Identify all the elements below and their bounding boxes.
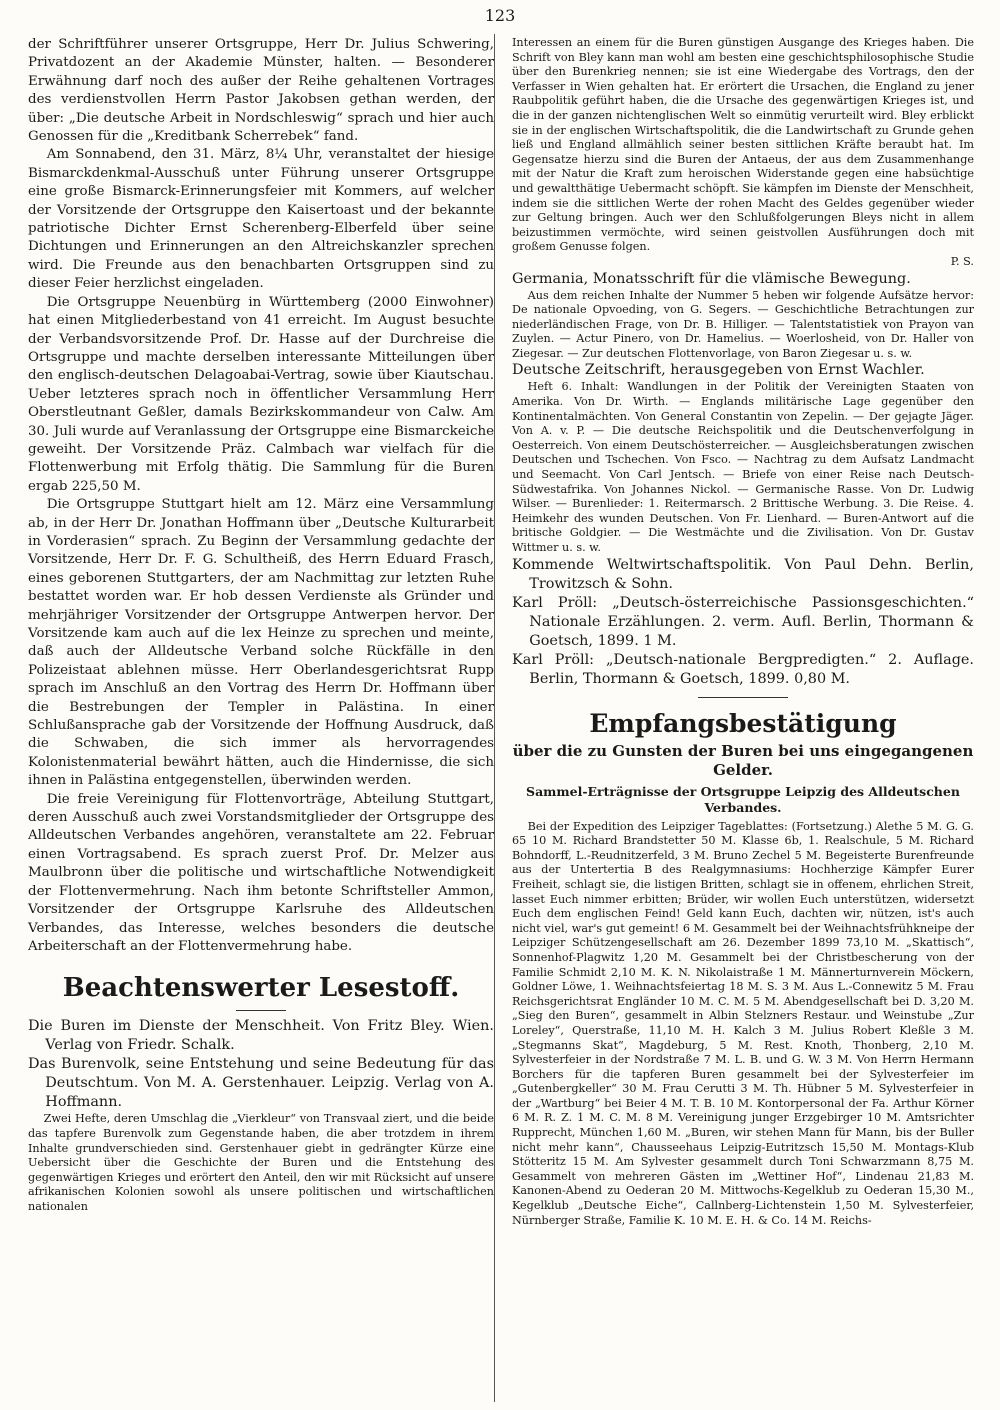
donations-list: Bei der Expedition des Leipziger Tageblattes: (Fortsetzung.) Alethe 5 M. G. G. 65 10 M. Richard Brandstetter 50 M. Klasse 6b, 1. Realschule, 5 M. Richard Bohndorff, L.-Reudnitzerfeld, 3 M. Bruno Zechel 5 M. Begeisterte Burenfreunde aus der Untertertia B des Realgymnasiums: Hochherzige Kämpfer Eurer Freiheit, schlagt sie, die listigen Britten, schlagt sie in offenem, ehrlichen Streit, lasset Euch nimmer erbitten; Brüder, wir wollen Euch unterstützen, widersetzt Euch dem englischen Feind! Geld kann Euch, dachten wir, nützen, ist's auch nicht viel, war's gut gemeint! 6 M. Gesammelt bei der Weihnachtsfrühkneipe der Leipziger Schützengesellschaft am 26. Dezember 1899 73,10 M. „Skattisch“, Sonnenhof-Plagwitz 1,20 M. Gesammelt bei der Christbescherung von der Familie Schmidt 2,10 M. K. N. Nikolaistraße 1 M. Männerturnverein Möckern, Goldner Löwe, 1. Weihnachtsfeiertag 18 M. S. 3 M. Aus L.-Connewitz 5 M. Frau Reichsgerichtsrat Engländer 10 M. C. M. 5 M. Abendgesellschaft bei D. 3,20 M. „Sieg den Buren“, gesammelt in Albin Stelzners Restaur. und Weinstube „Zur Loreley“, Querstraße, 11,10 M. H. Kalch 3 M. Julius Robert Kleßle 3 M. „Stegmanns Skat“, Magdeburg, 5 M. Rest. Knoth, Thonberg, 2,10 M. Sylvesterfeier in der Nordstraße 7 M. L. B. und G. W. 3 M. Von Herrn Hermann Borchers für die tapferen Buren gesammelt bei der Sylvesterfeier im „Gutenbergkeller“ 30 M. Frau Cerutti 3 M. Th. Hübner 5 M. Sylvesterfeier in der „Wartburg“ bei Beier 4 M. T. B. 10 M. Kontorpersonal der Fa. Arthur Körner 6 M. R. Z. 1 M. C. M. 8 M. Vereinigung junger Erzgebirger 10 M. Amtsrichter Rupprecht, München 1,60 M. „Buren, wir stehen Mann für Mann, bis der Buller nicht mehr kann“, Chausseehaus Leipzig-Eutritzsch 15,50 M. Montags-Klub Stötteritz 15 M. Am Sylvester gesammelt durch Toni Schwarzmann 8,75 M. Gesammelt von mehreren Gästen im „Wettiner Hof“, Lindenau 21,83 M. Kanonen-Abend zu Oederan 20 M. Mittwochs-Kegelklub zu Oederan 15,30 M., Kegelklub „Deutsche Eiche“, Callnberg-Lichtenstein 1,50 M. Sylvesterfeier, Nürnberger Straße, Familie K. 10 M. E. H. & Co. 14 M. Reichs- bbox=[512, 819, 974, 1227]
review-continued: Interessen an einem für die Buren günstigen Ausgange des Krieges haben. Die Schrift von Bley kann man wohl am besten eine geschichtsphilosophische Studie über den Burenkrieg nennen; sie ist eine Wiedergabe des Vortrags, den der Verfasser in Wien gehalten hat. Er erörtert die Ursachen, die England zu jener Raubpolitik geführt haben, die die Ursache des gegenwärtigen Krieges ist, und die in der ganzen nichtenglischen Welt so einmütig verurteilt wird. Bley erblickt sie in der englischen Wirtschaftspolitik, die die Landwirtschaft zu Grunde gehen ließ und England allmählich seiner besten sittlichen Kräfte beraubt hat. Im Gegensatze hierzu sind die Buren der Antaeus, der aus dem Zusammenhange mit der Natur die Kraft zum heroischen Widerstande gegen eine habsüchtige und gewaltthätige Uebermacht schöpft. Sie kämpfen im Dienste der Menschheit, indem sie die sittlichen Werte der rohen Macht des Geldes gegenüber wieder zur Geltung bringen. Auch wer den Schlußfolgerungen Bleys nicht in allem beizustimmen vermöchte, wird seinen geistvollen Ausführungen doch mit großem Genusse folgen. bbox=[512, 36, 974, 254]
right-column bbox=[512, 36, 974, 1228]
section-heading-empfang: Empfangsbestätigung bbox=[589, 708, 897, 738]
section-rule bbox=[698, 697, 788, 698]
heading-rule bbox=[236, 1010, 286, 1011]
paragraph: Die Ortsgruppe Neuenbürg in Württemberg (2000 Einwohner) hat einen Mitgliederbestand von 41 erreicht. Im August besuchte der Verbandsvorsitzende Prof. Dr. Hasse auf der Durchreise die Ortsgruppe und machte derselben interessante Mitteilungen über den englisch-deutschen Delagoabai-Vertrag, sowie über Kiautschau. Ueber letzteres sprach noch in öffentlicher Versammlung Herr Oberstleutnant Geßler, damals Bezirkskommandeur von Calw. Am 30. Juli wurde auf Veranlassung der Ortsgruppe eine Bismarckeiche geweiht. Der Vorsitzende Präz. Calmbach war vielfach für die Flottenwerbung mit Erfolg thätig. Die Sammlung für die Buren ergab 225,50 M. bbox=[28, 294, 494, 494]
periodical-contents: Heft 6. Inhalt: Wandlungen in der Politik der Vereinigten Staaten von Amerika. Von Dr. Wirth. — Englands militärische Lage gegenüber den Kontinentalmächten. Von General Constantin von Zepelin. — Der gejagte Jäger. Von A. v. P. — Die deutsche Reichspolitik und die Deutschenverfolgung in Oesterreich. Von einem Deutschösterreicher. — Ausgleichsberatungen zwischen Deutschen und Tschechen. Von Fsco. — Nachtrag zu dem Aufsatz Landmacht und Seemacht. Von Carl Jentsch. — Briefe von einer Reise nach Deutsch-Südwestafrika. Von Johannes Nickol. — Germanische Rasse. Von Dr. Ludwig Wilser. — Burenlieder: 1. Reitermarsch. 2 Brittische Werbung. 3. Die Reise. 4. Heimkehr des wunden Deutschen. Von Fr. Lienhard. — Buren-Antwort auf die britische Goldgier. — Die Westmächte und die Zivilisation. Von Dr. Gustav Wittmer u. s. w. bbox=[512, 380, 974, 554]
book-entry: Das Burenvolk, seine Entstehung und seine Bedeutung für das Deutschtum. Von M. A. Gerstenhauer. Leipzig. Verlag von A. Hoffmann. bbox=[28, 1056, 494, 1111]
paragraph: Am Sonnabend, den 31. März, 8¼ Uhr, veranstaltet der hiesige Bismarckdenkmal-Ausschuß unter Führung unserer Ortsgruppe eine große Bismarck-Erinnerungsfeier mit Kommers, auf welcher der Vorsitzende der Ortsgruppe den Kaisertoast und der bekannte patriotische Dichter Ernst Scherenberg-Elberfeld über seine Dichtungen und Erinnerungen an den Altreichskanzler sprechen wird. Die Freunde aus den benachbarten Ortsgruppen sind zu dieser Feier herzlichst eingeladen. bbox=[28, 147, 494, 292]
review-signature: P. S. bbox=[950, 254, 974, 268]
paragraph: der Schriftführer unserer Ortsgruppe, Herr Dr. Julius Schwering, Privatdozent an der Akademie Münster, halten. — Besonderer Erwähnung darf noch des außer der Reihe gehaltenen Vortrages des verdienstvollen Herrn Pastor Jakobsen gethan werden, der über: „Die deutsche Arbeit in Nordschleswig“ sprach und hier auch Genossen für die „Kreditbank Scherrebek“ fand. bbox=[28, 37, 494, 145]
left-column bbox=[28, 36, 494, 1214]
column-divider bbox=[494, 34, 495, 1402]
section-subheading: über die zu Gunsten der Buren bei uns eingegangenen Gelder. bbox=[512, 741, 974, 779]
review-text: Zwei Hefte, deren Umschlag die „Vierkleur“ von Transvaal ziert, und die beide das tapfere Burenvolk zum Gegenstande haben, die aber trotzdem in ihrem Inhalte grundverschieden sind. Gerstenhauer giebt in gedrängter Kürze eine Uebersicht über die Geschichte der Buren und die Entstehung des gegenwärtigen Krieges und erörtert den Anteil, den wir mit Rücksicht auf unsere afrikanischen Kolonien sowohl als unsere politischen und wirtschaftlichen nationalen bbox=[28, 1112, 494, 1213]
book-entry: Die Buren im Dienste der Menschheit. Von Fritz Bley. Wien. Verlag von Friedr. Schalk. bbox=[28, 1018, 494, 1054]
section-heading-lesestoff: Beachtenswerter Lesestoff. bbox=[62, 973, 460, 1004]
periodical-title: Deutsche Zeitschrift, herausgegeben von Ernst Wachler. bbox=[512, 362, 925, 379]
section-subsubheading: Sammel-Erträgnisse der Ortsgruppe Leipzig des Alldeutschen Verbandes. bbox=[526, 783, 960, 815]
page-number: 123 bbox=[484, 6, 516, 25]
periodical-title: Germania, Monatsschrift für die vlämische Bewegung. bbox=[512, 270, 911, 287]
paragraph: Die freie Vereinigung für Flottenvorträge, Abteilung Stuttgart, deren Ausschuß auch zwei Vorstandsmitglieder der Ortsgruppe des Alldeutschen Verbandes angehören, veranstaltete am 22. Februar einen Vortragsabend. Es sprach zuerst Prof. Dr. Melzer aus Maulbronn über die politische und wirtschaftliche Notwendigkeit der Flottenvermehrung. Nach ihm betonte Schriftsteller Ammon, Vorsitzender der Ortsgruppe Karlsruhe des Alldeutschen Verbandes, das Interesse, welches besonders die deutsche Arbeiterschaft an der Flottenvermehrung habe. bbox=[28, 791, 494, 954]
paragraph: Die Ortsgruppe Stuttgart hielt am 12. März eine Versammlung ab, in der Herr Dr. Jonathan Hoffmann über „Deutsche Kulturarbeit in Vorderasien“ sprach. Zu Beginn der Versammlung gedachte der Vorsitzende, Herr Dr. F. G. Schultheiß, des Herrn Eduard Frasch, eines geborenen Stuttgarters, der am Nachmittag zur letzten Ruhe bestattet worden war. Er hob dessen Verdienste als Gründer und mehrjähriger Vorsitzender der Ortsgruppe Antwerpen hervor. Der Vorsitzende kam auch auf die lex Heinze zu sprechen und meinte, daß auch der Alldeutsche Verband solche Rückfälle in den Polizeistaat ablehnen müsse. Herr Oberlandesgerichtsrat Rupp sprach im Anschluß an den Vortrag des Herrn Dr. Hoffmann über die Bestrebungen der Templer in Palästina. In einer Schlußansprache gab der Vorsitzende der Hoffnung Ausdruck, daß die Schwaben, die sich immer als hervorragendes Kolonistenmaterial bewährt hätten, auch die Hindernisse, die sich ihnen in Palästina entgegenstellen, überwinden werden. bbox=[28, 497, 494, 789]
book-entry: Karl Pröll: „Deutsch-österreichische Passionsgeschichten.“ Nationale Erzählungen. 2. verm. Aufl. Berlin, Thormann & Goetsch, 1899. 1 M. bbox=[512, 594, 974, 649]
periodical-contents: Aus dem reichen Inhalte der Nummer 5 heben wir folgende Aufsätze hervor: De nationale Opvoeding, von G. Segers. — Geschichtliche Betrachtungen zur niederländischen Frage, von Dr. B. Hilliger. — Talentstatistiek von Prayon van Zuylen. — Actur Pinero, von Dr. Hamelius. — Woerlosheid, von Dr. Haller von Ziegesar. — Zur deutschen Flottenvorlage, von Baron Ziegesar u. s. w. bbox=[512, 288, 974, 360]
book-entry: Karl Pröll: „Deutsch-nationale Bergpredigten.“ 2. Auflage. Berlin, Thormann & Goetsch, 1899. 0,80 M. bbox=[512, 651, 974, 687]
book-entry: Kommende Weltwirtschaftspolitik. Von Paul Dehn. Berlin, Trowitzsch & Sohn. bbox=[512, 556, 974, 592]
